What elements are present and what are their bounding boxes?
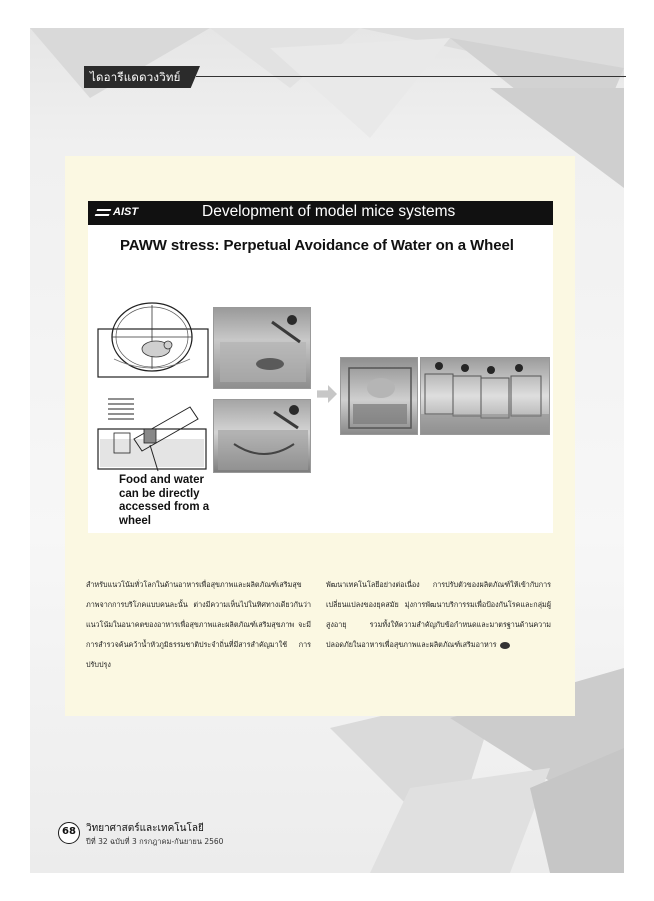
article-column-right [326, 575, 551, 655]
water-tank-diagram [94, 395, 212, 473]
header-rule [196, 76, 626, 77]
logo-mark-icon [95, 209, 112, 216]
food-water-note [119, 474, 229, 528]
page-number: 68 [62, 826, 76, 837]
slide-subtitle: PAWW stress: Perpetual Avoidance of Water on a Wheel [120, 237, 514, 254]
aist-logo [96, 206, 138, 218]
article-text: พัฒนาเทคโนโลยีอย่างต่อเนื่อง การปรับตัวของผลิตภัณฑ์ให้เข้ากับการเปลี่ยนแปลงของยุคสมัย มุ่งการพัฒนาบริการรมเพื่อป้องกันโรคและกลุ่มผู้สูงอายุ รวมทั้งให้ความสำคัญกับข้อกำหนดและมาตรฐานด้านความปลอดภัยในอาหารเพื่อสุขภาพและผลิตภัณฑ์เสริมอาหาร [326, 580, 551, 649]
end-mark-icon [500, 642, 510, 649]
cage-photo-wheel [213, 307, 311, 389]
journal-name: วิทยาศาสตร์และเทคโนโลยี [86, 823, 204, 834]
cage-row-photo [420, 357, 550, 435]
section-title: ไดอารีแดดวงวิทย์ [90, 70, 181, 84]
cage-photo-water [213, 399, 311, 473]
wheel-cage-diagram [94, 301, 212, 381]
article-column-left: สำหรับแนวโน้มทั่วโลกในด้านอาหารเพื่อสุขภาพและผลิตภัณฑ์เสริมสุขภาพจากการบริโภคแบบคนละนั้น ต่างมีความเห็นไปในทิศทางเดียวกันว่า แนวโน้มในอนาคตของอาหารเพื่อสุขภาพและผลิตภัณฑ์เสริมสุขภาพ จะมีการสำรวจค้นคว้าน้ำหัวภูมิธรรมชาติประจำถิ่นที่มีสารสำคัญมาใช้ การปรับปรุง [86, 580, 311, 669]
logo-text: AIST [113, 206, 139, 218]
single-cage-photo [340, 357, 418, 435]
note-line: Food and water [119, 474, 204, 486]
slide-title: Development of model mice systems [202, 203, 456, 220]
note-line: wheel [119, 514, 151, 527]
note-line: accessed from a [119, 501, 210, 513]
presentation-slide [88, 201, 553, 533]
issue-info: ปีที่ 32 ฉบับที่ 3 กรกฎาคม-กันยายน 2560 [86, 837, 224, 846]
right-arrow-icon [317, 385, 337, 403]
note-line: can be directly [119, 487, 200, 500]
